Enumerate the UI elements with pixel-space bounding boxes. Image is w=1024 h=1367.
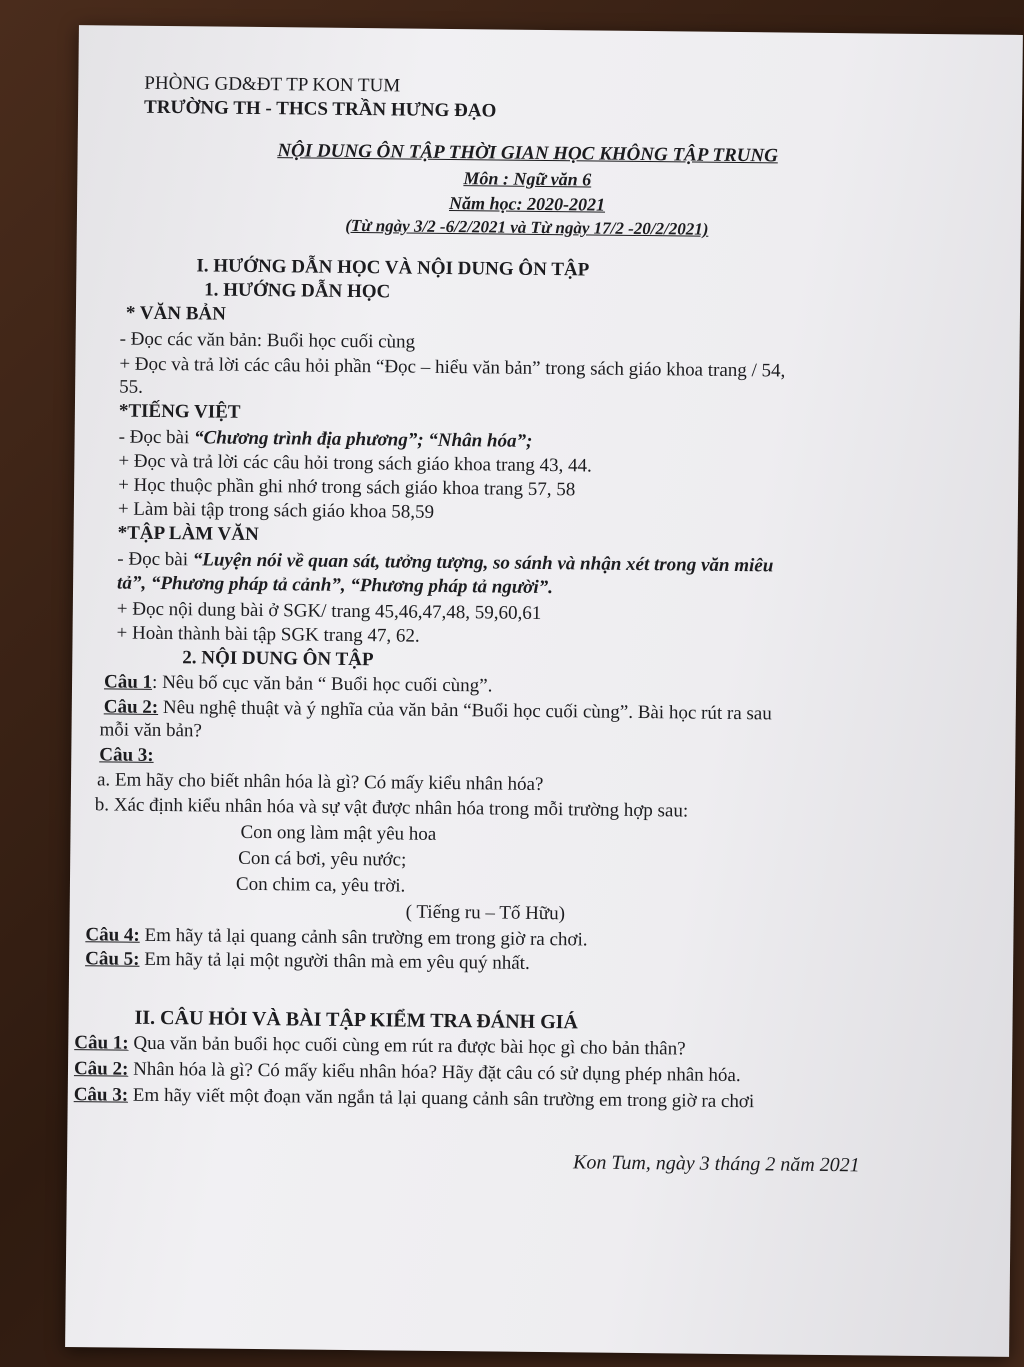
poem-line-3: Con chim ca, yêu trời. — [235, 873, 406, 897]
question-label: Câu 5: — [85, 948, 140, 970]
poem-line-2: Con cá bơi, yêu nước; — [238, 847, 407, 871]
tap-lam-van-line-1-titles: “Luyện nói về quan sát, tưởng tượng, so sánh và nhận xét trong văn miêu — [192, 549, 774, 577]
signature-place-date: Kon Tum, ngày 3 tháng 2 năm 2021 — [572, 1151, 860, 1177]
part1-question-2 — [104, 695, 772, 726]
doc-dates: (Từ ngày 3/2 -6/2/2021 và Từ ngày 17/2 -20/2/2021) — [345, 215, 709, 239]
header-school: TRƯỜNG TH - THCS TRẦN HƯNG ĐẠO — [143, 96, 497, 122]
part1-question-1 — [104, 670, 493, 698]
header-dept: PHÒNG GD&ĐT TP KON TUM — [144, 72, 401, 97]
tieng-viet-line-2: + Đọc và trả lời các câu hỏi trong sách giáo khoa trang 43, 44. — [118, 450, 592, 477]
van-ban-line-1: - Đọc các văn bản: Buổi học cuối cùng — [119, 328, 416, 353]
van-ban-line-3: 55. — [119, 376, 144, 398]
question-text: Nhân hóa là gì? Có mấy kiểu nhân hóa? Hãy đặt câu có sử dụng phép nhân hóa. — [128, 1058, 741, 1087]
question-text: Nêu nghệ thuật và ý nghĩa của văn bản “Buổi học cuối cùng”. Bài học rút ra sau — [158, 696, 772, 725]
tap-lam-van-line-3: + Đọc nội dung bài ở SGK/ trang 45,46,47,48, 59,60,61 — [116, 598, 542, 624]
van-ban-line-2: + Đọc và trả lời các câu hỏi phần “Đọc – hiểu văn bản” trong sách giáo khoa trang / 54, — [119, 353, 786, 382]
tieng-viet-line-1-prefix: - Đọc bài — [118, 426, 195, 449]
tieng-viet-line-1-titles: “Chương trình địa phương”; “Nhân hóa”; — [193, 427, 533, 452]
document-page — [65, 25, 1023, 1357]
question-label: Câu 2: — [73, 1058, 129, 1080]
tap-lam-van-line-1-prefix: - Đọc bài — [117, 548, 193, 571]
part1-question-2-cont: mỗi văn bản? — [99, 719, 203, 742]
tap-lam-van-line-4: + Hoàn thành bài tập SGK trang 47, 62. — [116, 622, 420, 647]
poem-source: ( Tiếng ru – Tố Hữu) — [405, 901, 566, 925]
part2-question-1 — [74, 1031, 686, 1061]
question-label: Câu 4: — [85, 924, 140, 946]
van-ban-heading: * VĂN BẢN — [125, 302, 226, 325]
part1-sub2: 2. NỘI DUNG ÔN TẬP — [182, 647, 374, 671]
part1-sub1: 1. HƯỚNG DẪN HỌC — [204, 279, 391, 303]
question-text: Em hãy tả lại một người thân mà em yêu quý nhất. — [139, 948, 530, 974]
part1-heading: I. HƯỚNG DẪN HỌC VÀ NỘI DUNG ÔN TẬP — [196, 255, 590, 281]
question-label: Câu 3: — [73, 1084, 129, 1106]
doc-year: Năm học: 2020-2021 — [449, 192, 606, 215]
question-label: Câu 1 — [103, 671, 153, 693]
poem-line-1: Con ong làm mật yêu hoa — [240, 821, 437, 845]
doc-title: NỘI DUNG ÔN TẬP THỜI GIAN HỌC KHÔNG TẬP TRUNG — [277, 140, 778, 167]
tieng-viet-line-3: + Học thuộc phần ghi nhớ trong sách giáo khoa trang 57, 58 — [118, 474, 576, 501]
question-text: Qua văn bản buổi học cuối cùng em rút ra được bài học gì cho bản thân? — [128, 1032, 686, 1060]
tap-lam-van-heading: *TẬP LÀM VĂN — [117, 522, 259, 546]
part1-question-5 — [85, 947, 530, 976]
tieng-viet-heading: *TIẾNG VIỆT — [118, 400, 241, 423]
part2-heading: II. CÂU HỎI VÀ BÀI TẬP KIỂM TRA ĐÁNH GIÁ — [134, 1006, 579, 1034]
tieng-viet-line-4: + Làm bài tập trong sách giáo khoa 58,59 — [117, 498, 435, 523]
tap-lam-van-line-2: tả”, “Phương pháp tả cảnh”, “Phương pháp tả người”. — [116, 572, 554, 599]
question-label: Câu 1: — [74, 1032, 129, 1054]
doc-subject: Môn : Ngữ văn 6 — [463, 168, 592, 190]
part1-question-3a: a. Em hãy cho biết nhân hóa là gì? Có mấy kiểu nhân hóa? — [96, 769, 544, 795]
question-label: Câu 2: — [103, 696, 159, 718]
question-text: Em hãy tả lại quang cảnh sân trường em trong giờ ra chơi. — [139, 924, 588, 951]
part1-question-3-label: Câu 3: — [99, 744, 154, 766]
question-text: : Nêu bố cục văn bản “ Buổi học cuối cùng”. — [152, 671, 493, 697]
part1-question-3b: b. Xác định kiểu nhân hóa và sự vật được nhân hóa trong mỗi trường hợp sau: — [94, 794, 689, 822]
question-text: Em hãy viết một đoạn văn ngắn tả lại quang cảnh sân trường em trong giờ ra chơi — [128, 1084, 755, 1113]
part2-question-3 — [74, 1083, 755, 1114]
